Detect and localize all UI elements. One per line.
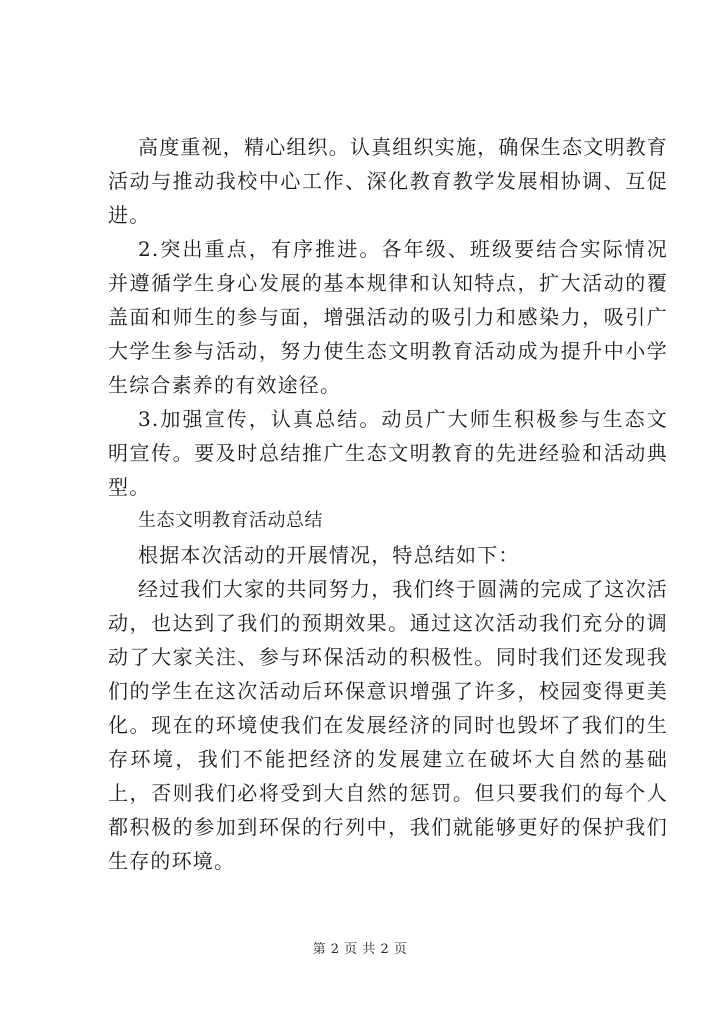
paragraph-focus: 2.突出重点，有序推进。各年级、班级要结合实际情况并遵循学生身心发展的基本规律和认知特点，扩大活动的覆盖面和师生的参与面，增强活动的吸引力和感染力，吸引广大学生参与活动，努力使生态文明教育活动成为提升中小学生综合素养的有效途径。 bbox=[108, 237, 668, 397]
page-number: 第 2 页 共 2 页 bbox=[312, 942, 408, 957]
summary-intro: 根据本次活动的开展情况，特总结如下： bbox=[138, 543, 520, 567]
paragraph-publicity: 3.加强宣传，认真总结。动员广大师生积极参与生态文明宣传。要及时总结推广生态文明教育的先进经验和活动典型。 bbox=[108, 407, 668, 499]
document-body bbox=[108, 130, 668, 878]
section-heading: 生态文明教育活动总结 bbox=[138, 510, 323, 531]
paragraph-organization: 高度重视，精心组织。认真组织实施，确保生态文明教育活动与推动我校中心工作、深化教育教学发展相协调、互促进。 bbox=[108, 135, 668, 227]
summary-body: 经过我们大家的共同努力，我们终于圆满的完成了这次活动，也达到了我们的预期效果。通过这次活动我们充分的调动了大家关注、参与环保活动的积极性。同时我们还发现我们的学生在这次活动后环保意识增强了许多，校园变得更美化。现在的环境使我们在发展经济的同时也毁坏了我们的生存环境，我们不能把经济的发展建立在破坏大自然的基础上，否则我们必将受到大自然的惩罚。但只要我们的每个人都积极的参加到环保的行列中，我们就能够更好的保护我们生存的环境。 bbox=[108, 577, 668, 873]
